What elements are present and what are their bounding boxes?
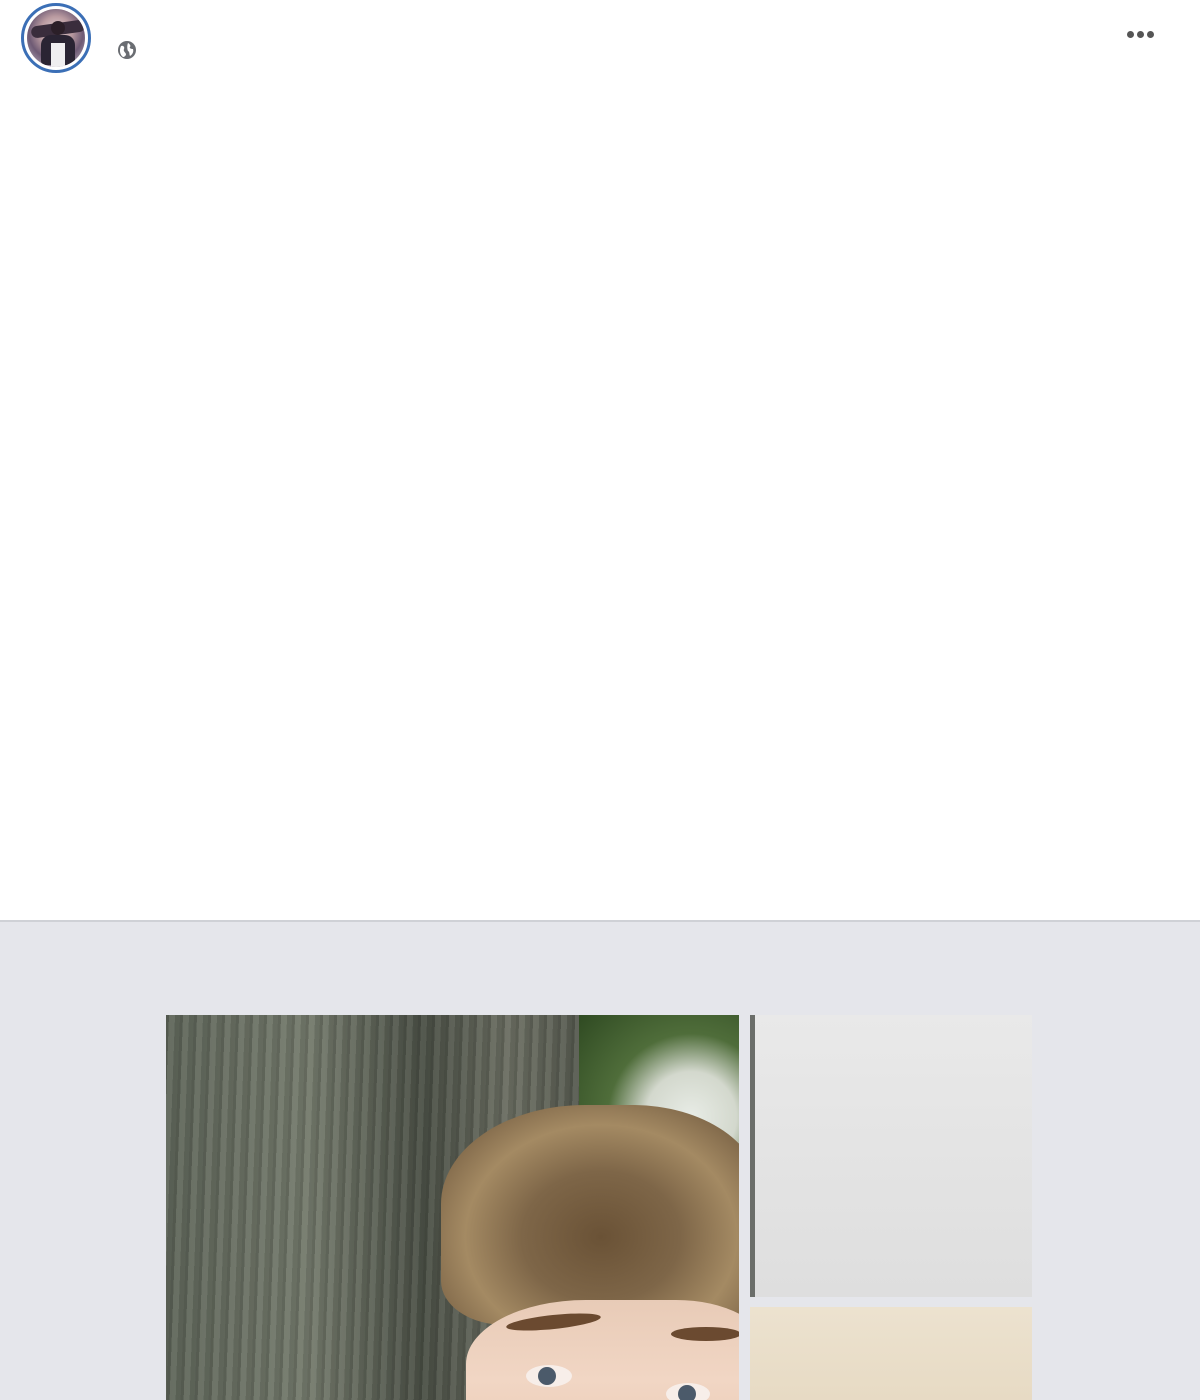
avatar-image: [27, 9, 85, 67]
more-options-icon-dot: [1147, 31, 1154, 38]
post-header: [0, 0, 1200, 80]
globe-icon[interactable]: [117, 40, 137, 60]
photo-grid: [166, 1015, 1032, 1400]
more-options-button[interactable]: [1120, 20, 1160, 48]
post-meta: [107, 40, 137, 60]
media-area: [0, 922, 1200, 1400]
selfie-photo[interactable]: [166, 1015, 739, 1400]
more-options-icon: [1127, 31, 1134, 38]
avatar[interactable]: [21, 3, 91, 73]
more-options-icon-dot: [1137, 31, 1144, 38]
document-photo-2[interactable]: [750, 1307, 1032, 1400]
document-photo-1[interactable]: [750, 1015, 1032, 1297]
